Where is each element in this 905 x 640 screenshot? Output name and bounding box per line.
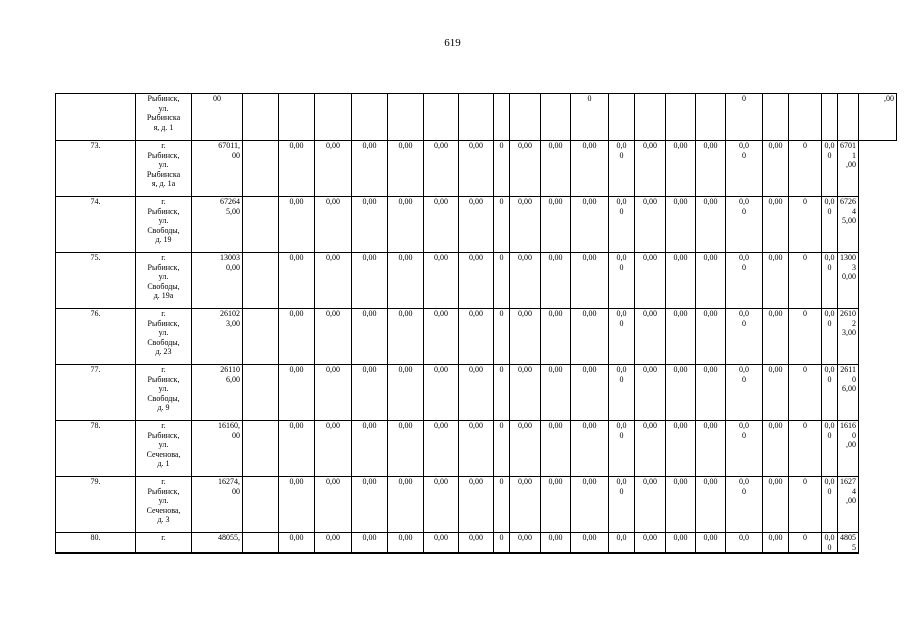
value-cell: 0 [494, 533, 510, 554]
value-cell: 0,0 [609, 533, 635, 554]
total-cost-cell: 67011, 00 [192, 141, 243, 197]
value-cell: 0,00 [459, 365, 494, 421]
value-cell: 0,00 [352, 533, 388, 554]
value-cell: 0,00 [279, 141, 315, 197]
value-cell: 0,00 [510, 477, 541, 533]
address-cell: г. Рыбинск, ул. Свободы, д. 19 [136, 197, 192, 253]
value-cell: 0,00 [541, 141, 571, 197]
row-number-cell: 74. [56, 197, 136, 253]
value-cell: 0,00 [571, 197, 609, 253]
value-cell [510, 94, 541, 141]
value-cell: 0,00 [424, 253, 459, 309]
registry-table [55, 93, 897, 554]
total-final-cell: 16274 ,00 [838, 477, 859, 533]
value-cell: 0,00 [635, 365, 666, 421]
value-cell: 0,00 [822, 365, 838, 421]
value-cell: 0,00 [424, 533, 459, 554]
address-cell: г. Рыбинск, ул. Сеченова, д. 3 [136, 477, 192, 533]
empty-cell [243, 421, 279, 477]
value-cell [279, 94, 315, 141]
value-cell: 0,00 [541, 253, 571, 309]
value-cell: 0,00 [510, 421, 541, 477]
total-cost-cell: 16274, 00 [192, 477, 243, 533]
total-final-cell: 16160 ,00 [838, 421, 859, 477]
empty-cell [243, 533, 279, 554]
value-cell: 0 [789, 197, 822, 253]
table-row [56, 533, 897, 554]
empty-cell [243, 253, 279, 309]
total-cost-cell: 67264 5,00 [192, 197, 243, 253]
value-cell: 0,00 [696, 365, 726, 421]
value-cell: 0,00 [822, 533, 838, 554]
value-cell: 0,00 [510, 253, 541, 309]
value-cell: 0,00 [763, 421, 789, 477]
table-row [56, 253, 897, 309]
value-cell: 0,00 [571, 365, 609, 421]
address-cell: г. Рыбинск, ул. Свободы, д. 19а [136, 253, 192, 309]
value-cell: 0,00 [510, 309, 541, 365]
value-cell: 0,00 [635, 477, 666, 533]
value-cell: 0,00 [352, 141, 388, 197]
total-final-cell: 67011 ,00 [838, 141, 859, 197]
row-number-cell: 77. [56, 365, 136, 421]
value-cell: 0,00 [541, 197, 571, 253]
value-cell [838, 94, 859, 141]
total-cost-cell: 48055, [192, 533, 243, 554]
value-cell: 0,00 [763, 309, 789, 365]
value-cell: 0,0 0 [726, 253, 763, 309]
value-cell: 0,00 [315, 197, 352, 253]
value-cell: 0 [789, 421, 822, 477]
value-cell: 0,00 [352, 421, 388, 477]
value-cell: 0,00 [388, 365, 424, 421]
value-cell: 0,00 [635, 309, 666, 365]
value-cell: 0 [494, 197, 510, 253]
value-cell [763, 94, 789, 141]
value-cell: 0 [494, 309, 510, 365]
page-number: 619 [444, 37, 461, 49]
value-cell: 0,00 [279, 477, 315, 533]
value-cell: 0,00 [459, 309, 494, 365]
address-cell: г. Рыбинск, ул. Свободы, д. 23 [136, 309, 192, 365]
table-row [56, 421, 897, 477]
total-final-cell: 13003 0,00 [838, 253, 859, 309]
value-cell: 0,00 [541, 309, 571, 365]
table-row [56, 94, 897, 141]
empty-cell [243, 141, 279, 197]
value-cell: 0,00 [388, 309, 424, 365]
value-cell: 0,00 [822, 141, 838, 197]
value-cell [696, 94, 726, 141]
value-cell: 0 [789, 365, 822, 421]
value-cell: 0,00 [424, 421, 459, 477]
row-number-cell: 78. [56, 421, 136, 477]
value-cell: 0,00 [822, 421, 838, 477]
row-number-cell: 79. [56, 477, 136, 533]
value-cell: 0,00 [424, 141, 459, 197]
value-cell: 0,00 [510, 365, 541, 421]
value-cell: 0,00 [424, 309, 459, 365]
value-cell: 0,00 [571, 477, 609, 533]
value-cell: 0,0 0 [609, 253, 635, 309]
value-cell: 0,0 0 [609, 421, 635, 477]
total-final-cell: 67264 5,00 [838, 197, 859, 253]
value-cell: 0,00 [315, 141, 352, 197]
address-cell: г. [136, 533, 192, 554]
value-cell: 0,0 0 [609, 309, 635, 365]
row-number-cell: 76. [56, 309, 136, 365]
value-cell: 0,00 [571, 141, 609, 197]
value-cell: 0,00 [279, 309, 315, 365]
table-row [56, 477, 897, 533]
value-cell: 0,00 [635, 197, 666, 253]
value-cell: 0,00 [424, 197, 459, 253]
table-row [56, 309, 897, 365]
value-cell: 0,00 [279, 421, 315, 477]
address-cell: г. Рыбинск, ул. Свободы, д. 9 [136, 365, 192, 421]
value-cell: 0,00 [459, 421, 494, 477]
value-cell: 0,00 [388, 141, 424, 197]
value-cell: 0 [789, 309, 822, 365]
total-cost-cell: 26102 3,00 [192, 309, 243, 365]
value-cell: 0,0 0 [726, 421, 763, 477]
value-cell: 0,00 [424, 365, 459, 421]
value-cell [424, 94, 459, 141]
value-cell: 0,00 [388, 197, 424, 253]
value-cell: 0,00 [635, 141, 666, 197]
value-cell: 0,0 0 [726, 477, 763, 533]
value-cell: 0 [494, 477, 510, 533]
value-cell: 0,00 [763, 253, 789, 309]
value-cell [609, 94, 635, 141]
empty-cell [243, 477, 279, 533]
value-cell: 0,00 [822, 309, 838, 365]
value-cell: 0,00 [666, 421, 696, 477]
value-cell: 0,00 [279, 253, 315, 309]
value-cell: 0,00 [635, 421, 666, 477]
address-cell: г. Рыбинск, ул. Сеченова, д. 1 [136, 421, 192, 477]
value-cell: 0,00 [666, 309, 696, 365]
value-cell: 0,00 [763, 365, 789, 421]
value-cell: 0,00 [571, 309, 609, 365]
value-cell: 0,00 [666, 365, 696, 421]
value-cell: 0,00 [279, 197, 315, 253]
value-cell: 0,0 [726, 533, 763, 554]
address-cell: г. Рыбинск, ул. Рыбинска я, д. 1а [136, 141, 192, 197]
value-cell [459, 94, 494, 141]
table-row [56, 197, 897, 253]
value-cell: 0,00 [696, 533, 726, 554]
value-cell: 0 [789, 533, 822, 554]
value-cell: 0,00 [763, 477, 789, 533]
value-cell [822, 94, 838, 141]
value-cell [388, 94, 424, 141]
row-number-cell [56, 94, 136, 141]
total-final-cell: 48055 [838, 533, 859, 554]
value-cell: 0,00 [315, 253, 352, 309]
value-cell: 0,00 [822, 197, 838, 253]
empty-cell [243, 365, 279, 421]
row-number-cell: 80. [56, 533, 136, 554]
value-cell: 0,00 [822, 253, 838, 309]
table-row [56, 141, 897, 197]
value-cell: 0 [494, 141, 510, 197]
total-cost-cell: 00 [192, 94, 243, 141]
value-cell: 0,00 [459, 533, 494, 554]
value-cell: 0,00 [352, 309, 388, 365]
value-cell: 0,00 [666, 141, 696, 197]
value-cell [789, 94, 822, 141]
value-cell: 0 [726, 94, 763, 141]
value-cell: 0,0 0 [609, 365, 635, 421]
value-cell: 0,00 [635, 533, 666, 554]
value-cell [541, 94, 571, 141]
value-cell: 0,00 [388, 421, 424, 477]
value-cell: 0,00 [541, 477, 571, 533]
value-cell: 0,00 [459, 253, 494, 309]
value-cell [243, 94, 279, 141]
value-cell: 0,0 0 [609, 197, 635, 253]
value-cell: 0 [571, 94, 609, 141]
value-cell: 0,00 [388, 253, 424, 309]
value-cell: 0,00 [352, 197, 388, 253]
value-cell: 0,00 [315, 477, 352, 533]
value-cell: 0,00 [696, 141, 726, 197]
value-cell: 0,00 [510, 141, 541, 197]
value-cell: 0,00 [541, 421, 571, 477]
value-cell: 0 [494, 421, 510, 477]
value-cell: 0,00 [315, 309, 352, 365]
value-cell: 0,00 [763, 197, 789, 253]
value-cell: 0,00 [459, 477, 494, 533]
value-cell: 0 [494, 253, 510, 309]
value-cell [494, 94, 510, 141]
table-row [56, 365, 897, 421]
value-cell [666, 94, 696, 141]
value-cell: 0,00 [315, 421, 352, 477]
value-cell: 0,00 [696, 421, 726, 477]
value-cell: 0,00 [571, 253, 609, 309]
address-cell: Рыбинск, ул. Рыбинска я, д. 1 [136, 94, 192, 141]
value-cell: 0,00 [696, 253, 726, 309]
value-cell: 0,00 [763, 141, 789, 197]
value-cell: 0,0 0 [726, 197, 763, 253]
total-final-cell: 26102 3,00 [838, 309, 859, 365]
value-cell: 0,00 [315, 533, 352, 554]
value-cell: 0 [789, 253, 822, 309]
value-cell: 0,0 0 [726, 141, 763, 197]
value-cell: 0,0 0 [726, 365, 763, 421]
value-cell: 0,00 [352, 365, 388, 421]
value-cell: 0,00 [541, 533, 571, 554]
value-cell: 0,00 [571, 533, 609, 554]
value-cell: 0,00 [352, 477, 388, 533]
empty-cell [243, 197, 279, 253]
total-final-cell: ,00 [859, 94, 897, 141]
value-cell: 0 [789, 477, 822, 533]
value-cell: 0,00 [510, 197, 541, 253]
value-cell: 0,00 [459, 141, 494, 197]
value-cell: 0,00 [541, 365, 571, 421]
value-cell: 0,00 [666, 197, 696, 253]
value-cell: 0,0 0 [609, 141, 635, 197]
value-cell: 0,00 [696, 309, 726, 365]
value-cell: 0,00 [279, 533, 315, 554]
value-cell: 0,00 [388, 533, 424, 554]
value-cell [315, 94, 352, 141]
value-cell: 0,00 [571, 421, 609, 477]
value-cell: 0,00 [696, 197, 726, 253]
value-cell: 0,00 [635, 253, 666, 309]
value-cell: 0,00 [822, 477, 838, 533]
row-number-cell: 75. [56, 253, 136, 309]
value-cell: 0,0 0 [726, 309, 763, 365]
value-cell: 0,00 [763, 533, 789, 554]
value-cell [352, 94, 388, 141]
value-cell: 0,00 [315, 365, 352, 421]
value-cell: 0,00 [666, 477, 696, 533]
value-cell: 0,00 [388, 477, 424, 533]
value-cell: 0 [789, 141, 822, 197]
total-cost-cell: 13003 0,00 [192, 253, 243, 309]
total-final-cell: 26110 6,00 [838, 365, 859, 421]
empty-cell [243, 309, 279, 365]
total-cost-cell: 26110 6,00 [192, 365, 243, 421]
value-cell: 0,00 [666, 253, 696, 309]
value-cell: 0,00 [666, 533, 696, 554]
value-cell: 0,0 0 [609, 477, 635, 533]
total-cost-cell: 16160, 00 [192, 421, 243, 477]
value-cell: 0 [494, 365, 510, 421]
value-cell: 0,00 [424, 477, 459, 533]
value-cell: 0,00 [279, 365, 315, 421]
value-cell: 0,00 [352, 253, 388, 309]
value-cell: 0,00 [696, 477, 726, 533]
row-number-cell: 73. [56, 141, 136, 197]
value-cell [635, 94, 666, 141]
value-cell: 0,00 [459, 197, 494, 253]
value-cell: 0,00 [510, 533, 541, 554]
